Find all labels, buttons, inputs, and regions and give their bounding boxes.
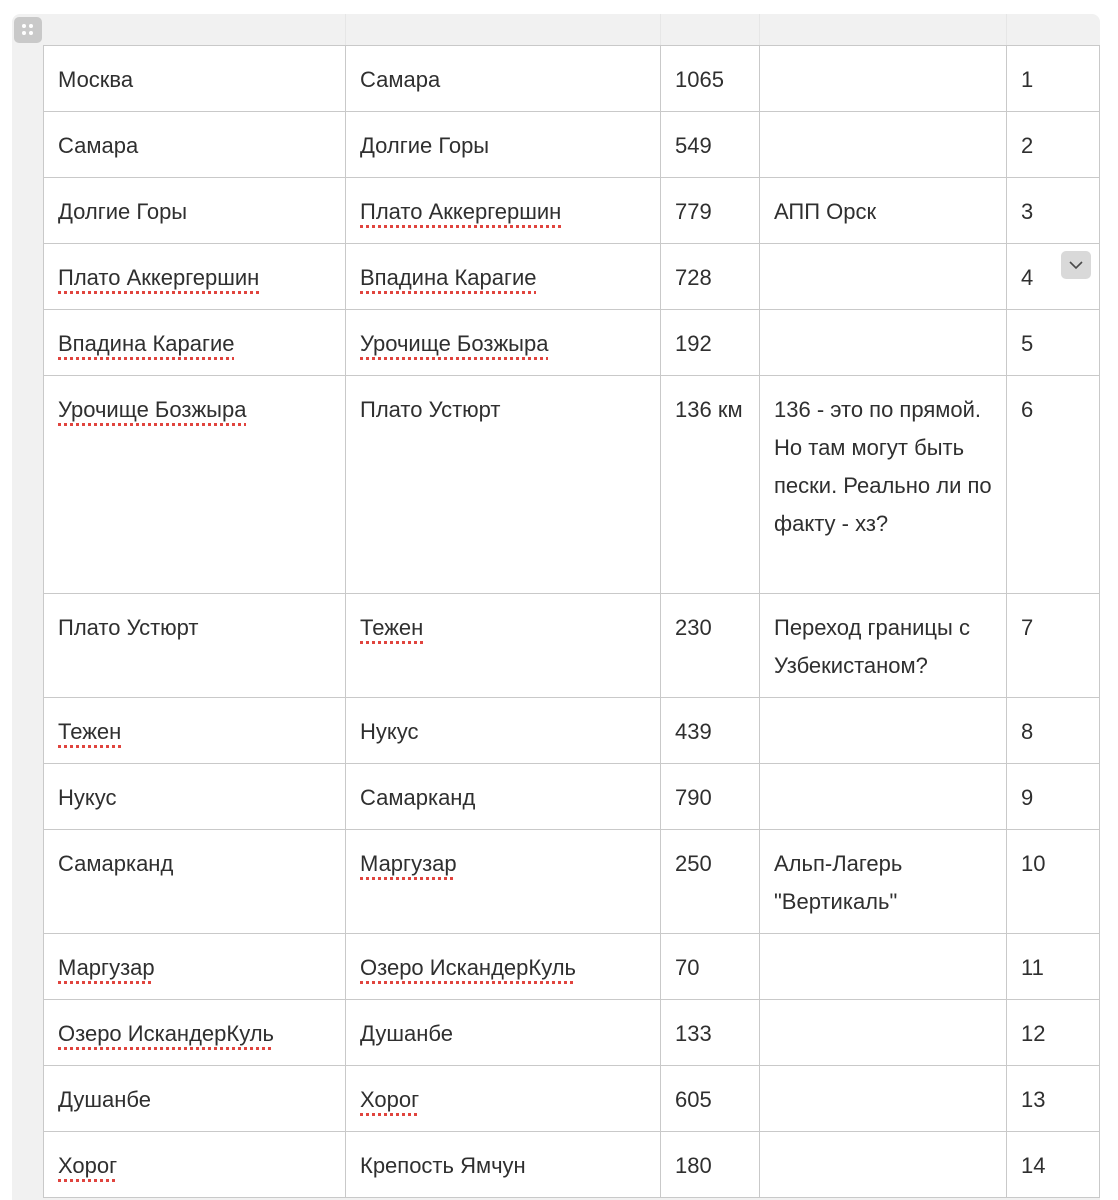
cell-note[interactable] <box>760 830 1007 934</box>
cell-text: 605 <box>675 1087 712 1112</box>
cell-number[interactable] <box>1007 1132 1100 1198</box>
cell-distance[interactable] <box>661 112 760 178</box>
table-row <box>44 1066 1100 1132</box>
cell-text: Тежен <box>360 615 424 640</box>
cell-to[interactable] <box>346 764 661 830</box>
cell-text: Душанбе <box>360 1021 454 1046</box>
column-header-5[interactable] <box>1007 14 1100 46</box>
cell-to[interactable] <box>346 310 661 376</box>
cell-number[interactable] <box>1007 112 1100 178</box>
cell-distance[interactable] <box>661 178 760 244</box>
cell-distance[interactable] <box>661 1066 760 1132</box>
cell-from[interactable] <box>44 1000 346 1066</box>
cell-to[interactable] <box>346 244 661 310</box>
cell-to[interactable] <box>346 698 661 764</box>
cell-note[interactable] <box>760 1066 1007 1132</box>
table-row <box>44 46 1100 112</box>
cell-distance[interactable] <box>661 934 760 1000</box>
table-row <box>44 698 1100 764</box>
cell-distance[interactable] <box>661 594 760 698</box>
cell-text: 180 <box>675 1153 712 1178</box>
cell-number[interactable] <box>1007 830 1100 934</box>
cell-text: 230 <box>675 615 712 640</box>
cell-note[interactable] <box>760 934 1007 1000</box>
cell-number[interactable] <box>1007 310 1100 376</box>
cell-text: Самара <box>360 67 441 92</box>
cell-text: 549 <box>675 133 712 158</box>
cell-text: Долгие Горы <box>58 199 188 224</box>
cell-text: 133 <box>675 1021 712 1046</box>
cell-to[interactable] <box>346 46 661 112</box>
table-row <box>44 376 1100 594</box>
cell-distance[interactable] <box>661 830 760 934</box>
cell-number[interactable] <box>1007 934 1100 1000</box>
cell-from[interactable] <box>44 1066 346 1132</box>
cell-note[interactable] <box>760 112 1007 178</box>
cell-text: Плато Устюрт <box>360 397 501 422</box>
cell-number[interactable] <box>1007 1000 1100 1066</box>
cell-to[interactable] <box>346 934 661 1000</box>
cell-text: АПП Орск <box>774 199 877 224</box>
cell-from[interactable] <box>44 698 346 764</box>
column-header-4[interactable] <box>760 14 1007 46</box>
cell-number[interactable] <box>1007 46 1100 112</box>
cell-from[interactable] <box>44 376 346 594</box>
table-row <box>44 594 1100 698</box>
cell-text: 13 <box>1021 1087 1046 1112</box>
route-table <box>43 45 1100 1198</box>
cell-from[interactable] <box>44 310 346 376</box>
cell-to[interactable] <box>346 830 661 934</box>
cell-text: 439 <box>675 719 712 744</box>
cell-text: 3 <box>1021 199 1034 224</box>
cell-text: Крепость Ямчун <box>360 1153 526 1178</box>
cell-text: Плато Устюрт <box>58 615 199 640</box>
cell-distance[interactable] <box>661 1132 760 1198</box>
cell-from[interactable] <box>44 178 346 244</box>
column-header-3[interactable] <box>661 14 760 46</box>
cell-text: 136 км <box>675 397 743 422</box>
cell-text: Урочище Бозжыра <box>360 331 549 356</box>
cell-note[interactable] <box>760 376 1007 594</box>
cell-number[interactable] <box>1007 178 1100 244</box>
drag-handle-icon <box>21 23 35 37</box>
cell-text: Самара <box>58 133 139 158</box>
cell-text: Альп-Лагерь "Вертикаль" <box>774 851 903 914</box>
cell-text: 12 <box>1021 1021 1046 1046</box>
table-drag-handle[interactable] <box>14 17 42 43</box>
table-row <box>44 764 1100 830</box>
cell-text: Плато Аккергершин <box>360 199 562 224</box>
cell-text: Впадина Карагие <box>58 331 235 356</box>
cell-from[interactable] <box>44 244 346 310</box>
cell-to[interactable] <box>346 1132 661 1198</box>
cell-note[interactable] <box>760 594 1007 698</box>
cell-text: 728 <box>675 265 712 290</box>
cell-text: 4 <box>1021 265 1034 290</box>
cell-note[interactable] <box>760 764 1007 830</box>
cell-to[interactable] <box>346 594 661 698</box>
cell-note[interactable] <box>760 46 1007 112</box>
cell-distance[interactable] <box>661 310 760 376</box>
cell-text: Впадина Карагие <box>360 265 537 290</box>
cell-note[interactable] <box>760 178 1007 244</box>
table-row <box>44 934 1100 1000</box>
cell-text: 6 <box>1021 397 1034 422</box>
cell-text: 2 <box>1021 133 1034 158</box>
cell-distance[interactable] <box>661 764 760 830</box>
cell-text: 14 <box>1021 1153 1046 1178</box>
cell-from[interactable] <box>44 46 346 112</box>
table-row <box>44 178 1100 244</box>
cell-text: Маргузар <box>58 955 155 980</box>
cell-text: Самарканд <box>360 785 476 810</box>
cell-to[interactable] <box>346 1000 661 1066</box>
cell-from[interactable] <box>44 764 346 830</box>
cell-text: 1 <box>1021 67 1034 92</box>
cell-number[interactable] <box>1007 376 1100 594</box>
cell-text: 10 <box>1021 851 1046 876</box>
cell-text: 136 - это по прямой. Но там могут быть пески. Реально ли по факту - хз? <box>774 397 992 536</box>
cell-from[interactable] <box>44 830 346 934</box>
cell-text: Переход границы с Узбекистаном? <box>774 615 970 678</box>
cell-text: 1065 <box>675 67 724 92</box>
cell-text: Урочище Бозжыра <box>58 397 247 422</box>
cell-to[interactable] <box>346 1066 661 1132</box>
column-header-bar <box>44 14 1100 46</box>
cell-note[interactable] <box>760 310 1007 376</box>
cell-text: Самарканд <box>58 851 174 876</box>
table-row <box>44 112 1100 178</box>
cell-distance[interactable] <box>661 1000 760 1066</box>
cell-text: Хорог <box>360 1087 420 1112</box>
table-row <box>44 1132 1100 1198</box>
cell-note[interactable] <box>760 244 1007 310</box>
cell-options-button[interactable] <box>1061 251 1091 279</box>
cell-text: Долгие Горы <box>360 133 490 158</box>
cell-to[interactable] <box>346 112 661 178</box>
cell-text: 7 <box>1021 615 1034 640</box>
cell-number[interactable] <box>1007 1066 1100 1132</box>
cell-number[interactable] <box>1007 764 1100 830</box>
cell-text: 250 <box>675 851 712 876</box>
cell-text: 8 <box>1021 719 1034 744</box>
cell-text: Душанбе <box>58 1087 152 1112</box>
cell-text: Москва <box>58 67 134 92</box>
cell-from[interactable] <box>44 594 346 698</box>
cell-text: Хорог <box>58 1153 118 1178</box>
table-row <box>44 244 1100 310</box>
cell-from[interactable] <box>44 934 346 1000</box>
cell-number[interactable] <box>1007 698 1100 764</box>
cell-text: 11 <box>1021 955 1044 980</box>
cell-distance[interactable] <box>661 244 760 310</box>
cell-to[interactable] <box>346 376 661 594</box>
cell-distance[interactable] <box>661 698 760 764</box>
cell-from[interactable] <box>44 1132 346 1198</box>
cell-note[interactable] <box>760 1132 1007 1198</box>
cell-text: Маргузар <box>360 851 457 876</box>
cell-text: Тежен <box>58 719 122 744</box>
cell-text: 779 <box>675 199 712 224</box>
cell-number[interactable] <box>1007 594 1100 698</box>
table-row <box>44 1000 1100 1066</box>
cell-from[interactable] <box>44 112 346 178</box>
cell-text: 192 <box>675 331 712 356</box>
cell-distance[interactable] <box>661 376 760 594</box>
cell-text: Озеро ИскандерКуль <box>58 1021 275 1046</box>
cell-text: Озеро ИскандерКуль <box>360 955 577 980</box>
chevron-down-icon <box>1068 259 1084 271</box>
cell-text: 9 <box>1021 785 1034 810</box>
cell-text: 5 <box>1021 331 1034 356</box>
cell-text: 70 <box>675 955 700 980</box>
table-row <box>44 830 1100 934</box>
cell-text: Нукус <box>58 785 117 810</box>
cell-distance[interactable] <box>661 46 760 112</box>
table-row <box>44 310 1100 376</box>
column-header-2[interactable] <box>346 14 661 46</box>
cell-text: 790 <box>675 785 712 810</box>
cell-text: Плато Аккергершин <box>58 265 260 290</box>
cell-text: Нукус <box>360 719 419 744</box>
cell-note[interactable] <box>760 698 1007 764</box>
cell-to[interactable] <box>346 178 661 244</box>
column-header-1[interactable] <box>44 14 346 46</box>
cell-note[interactable] <box>760 1000 1007 1066</box>
